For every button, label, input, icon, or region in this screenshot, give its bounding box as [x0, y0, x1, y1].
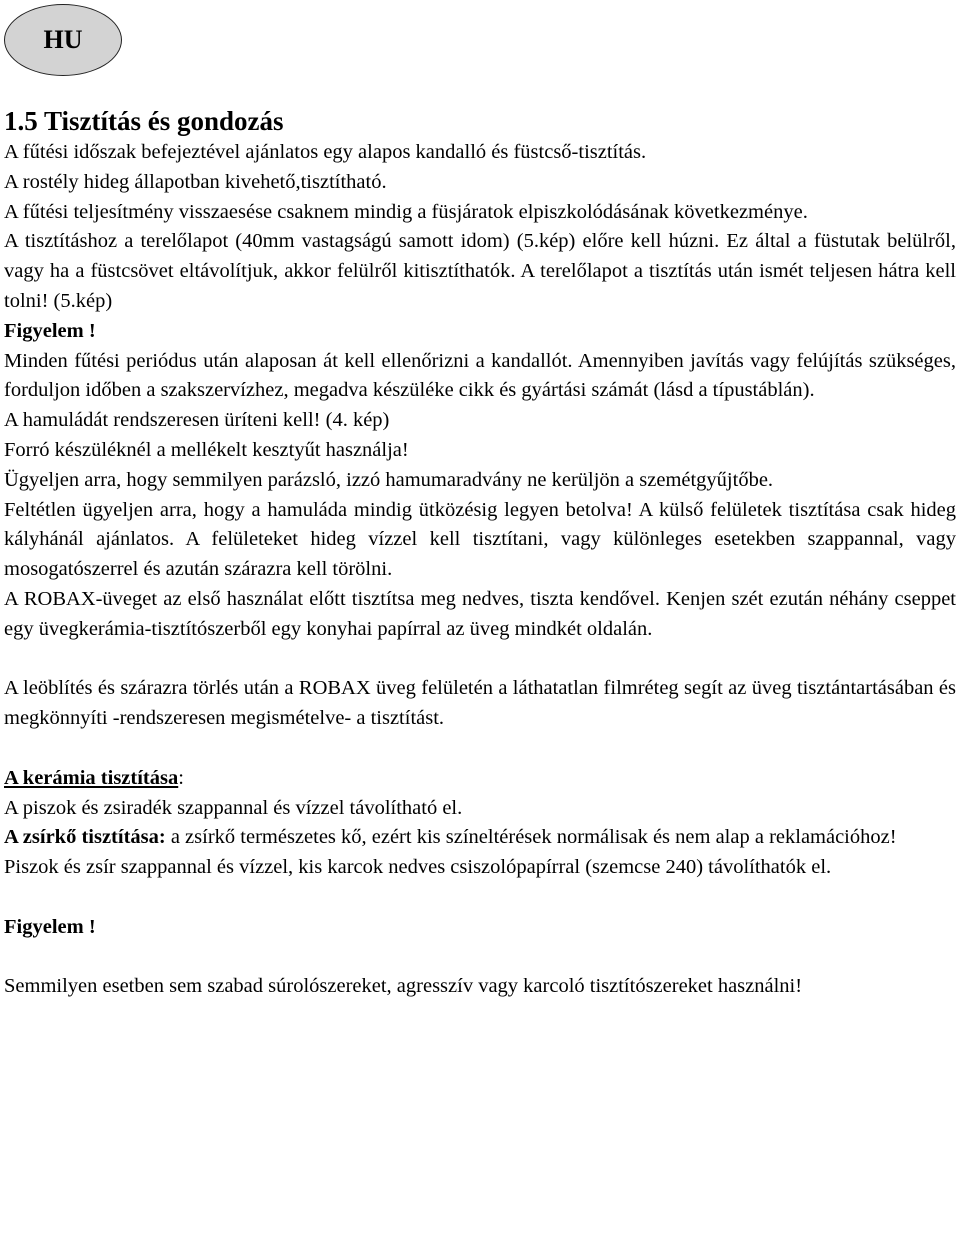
paragraph: Minden fűtési periódus után alaposan át kell ellenőrizni a kandallót. Amennyiben javítás vagy felújítás szükséges, forduljon időben a szakszervízhez, megadva készüléke cikk és gyártási számát (lásd a típustáblán). [4, 349, 956, 402]
paragraph: Forró készüléknél a mellékelt kesztyűt használja! [4, 438, 409, 461]
paragraph: A fűtési időszak befejeztével ajánlatos egy alapos kandalló és füstcső-tisztítás. [4, 141, 647, 163]
paragraph: A fűtési teljesítmény visszaesése csaknem mindig a füsjáratok elpiszkolódásának következménye. [4, 200, 808, 223]
attention-label: Figyelem ! [4, 319, 96, 342]
spacer [4, 883, 956, 913]
spacer [4, 645, 956, 675]
soapstone-text: a zsírkő természetes kő, ezért kis színeltérések normálisak és nem alap a reklamációhoz! [165, 826, 897, 849]
paragraph: A rostély hideg állapotban kivehető,tisztítható. [4, 170, 387, 193]
paragraph: A ROBAX-üveget az első használat előtt tisztítsa meg nedves, tiszta kendővel. Kenjen szét ezután néhány cseppet egy üvegkerámia-tisztítószerből egy konyhai papírral az üveg mindkét oldalán. [4, 587, 956, 640]
attention-label: Figyelem ! [4, 915, 96, 938]
spacer [4, 943, 956, 973]
language-badge-label: HU [43, 25, 83, 54]
ceramic-text: A piszok és zsiradék szappannal és vízzel távolítható el. [4, 796, 463, 819]
robax-note: A leöblítés és szárazra törlés után a ROBAX üveg felületén a láthatatlan filmréteg segít az üveg tisztántartásában és megkönnyíti -rendszeresen megismételve- a tisztítást. [4, 677, 956, 730]
paragraph: A hamuládát rendszeresen üríteni kell! (4. kép) [4, 409, 390, 432]
soapstone-title: A zsírkő tisztítása: [4, 826, 166, 849]
final-warning: Semmilyen esetben sem szabad súrolószereket, agresszív vagy karcoló tisztítószereket használni! [4, 975, 803, 998]
soapstone-paragraph [4, 823, 956, 853]
spacer [4, 734, 956, 764]
paragraph: Ügyeljen arra, hogy semmilyen parázsló, izzó hamumaradvány ne kerüljön a szemétgyűjtőbe. [4, 468, 774, 491]
paragraph: Feltétlen ügyeljen arra, hogy a hamuláda mindig ütközésig legyen betolva! A külső felületek tisztítása csak hideg kályhánál ajánlatos. A felületeket hideg vízzel kell tisztítani, vagy különleges esetekben szappannal, vagy mosogatószerrel és azután szárazra kell törölni. [4, 498, 956, 581]
language-badge [4, 4, 122, 76]
ceramic-title-colon: : [178, 766, 184, 789]
ceramic-title: A kerámia tisztítása [4, 766, 179, 789]
document-body [4, 104, 956, 1002]
paragraph: A tisztításhoz a terelőlapot (40mm vastagságú samott idom) (5.kép) előre kell húzni. Ez által a füstutak belülről, vagy ha a füstcsövet eltávolítjuk, akkor felülről kitisztíthatók. A terelőlapot a tisztítás után ismét teljesen hátra kell tolni! (5.kép) [4, 230, 956, 312]
soapstone-text-2: Piszok és zsír szappannal és vízzel, kis karcok nedves csiszolópapírral (szemcse 240) távolíthatók el. [4, 856, 832, 879]
section-heading: 1.5 Tisztítás és gondozás [4, 106, 284, 136]
ceramic-title-line [4, 764, 956, 794]
